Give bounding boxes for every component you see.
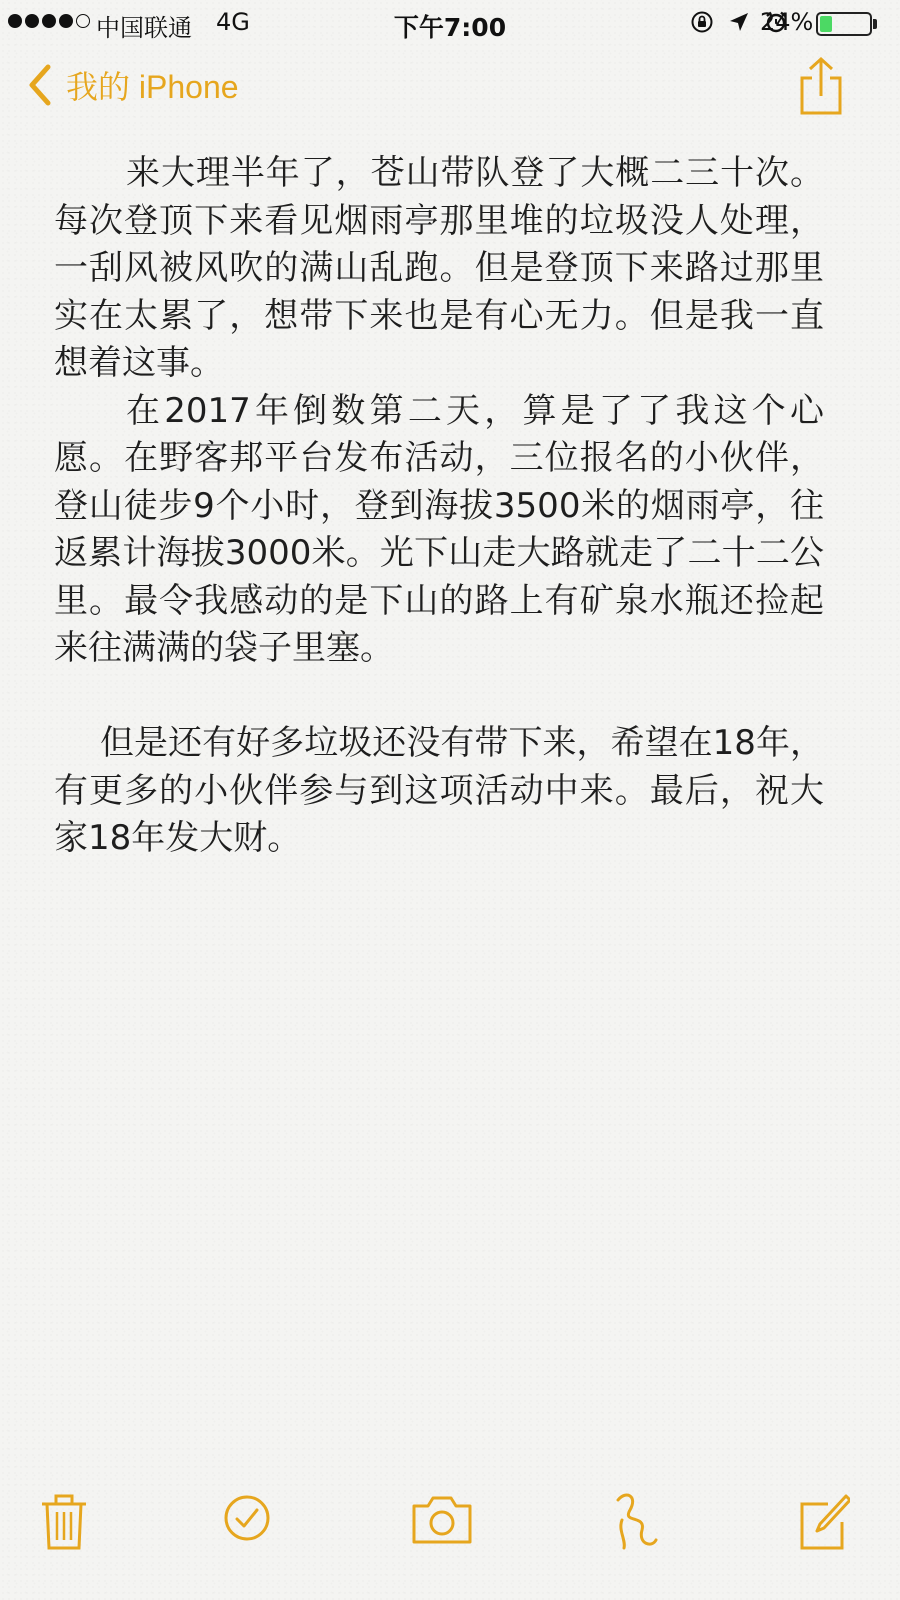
blank-line xyxy=(54,673,824,721)
battery-cap xyxy=(873,19,877,29)
status-bar xyxy=(0,0,900,46)
bottom-toolbar xyxy=(0,1490,900,1570)
location-arrow-icon xyxy=(728,11,750,33)
note-paragraph: 在2017年倒数第二天，算是了了我这个心愿。在野客邦平台发布活动，三位报名的小伙伴，登山徒步9个小时，登到海拔3500米的烟雨亭，往返累计海拔3000米。光下山走大路就走了二十二公里。最令我感动的是下山的路上有矿泉水瓶还捡起来往满满的袋子里塞。 xyxy=(54,390,824,668)
note-paragraph: 但是还有好多垃圾还没有带下来，希望在18年，有更多的小伙伴参与到这项活动中来。最后，祝大家18年发大财。 xyxy=(54,723,824,858)
delete-button[interactable] xyxy=(40,1490,96,1554)
share-icon xyxy=(796,56,846,116)
compose-button[interactable] xyxy=(798,1490,854,1554)
back-button-label: 我的 iPhone xyxy=(66,69,239,105)
carrier-name: 中国联通 xyxy=(96,14,192,42)
share-button[interactable] xyxy=(796,56,846,116)
note-paragraph: 来大理半年了，苍山带队登了大概二三十次。每次登顶下来看见烟雨亭那里堆的垃圾没人处理，一刮风被风吹的满山乱跑。但是登顶下来路过那里实在太累了，想带下来也是有心无力。但是我一直想着这事。 xyxy=(54,153,824,383)
checklist-button[interactable] xyxy=(222,1490,278,1554)
sketch-button[interactable] xyxy=(612,1490,668,1554)
battery-icon xyxy=(816,12,872,36)
camera-button[interactable] xyxy=(410,1490,474,1554)
trash-icon xyxy=(40,1490,88,1554)
checklist-icon xyxy=(222,1490,272,1550)
network-type: 4G xyxy=(216,8,250,36)
status-time: 下午7:00 xyxy=(393,13,507,42)
chevron-left-icon xyxy=(28,64,52,106)
compose-icon xyxy=(798,1490,850,1554)
sketch-icon xyxy=(612,1490,662,1554)
back-button[interactable] xyxy=(28,62,239,108)
orientation-lock-icon xyxy=(690,10,714,34)
camera-icon xyxy=(410,1490,474,1550)
battery-level-fill xyxy=(820,16,832,32)
battery-percent: 24% xyxy=(760,8,814,36)
note-body[interactable] xyxy=(54,150,824,863)
